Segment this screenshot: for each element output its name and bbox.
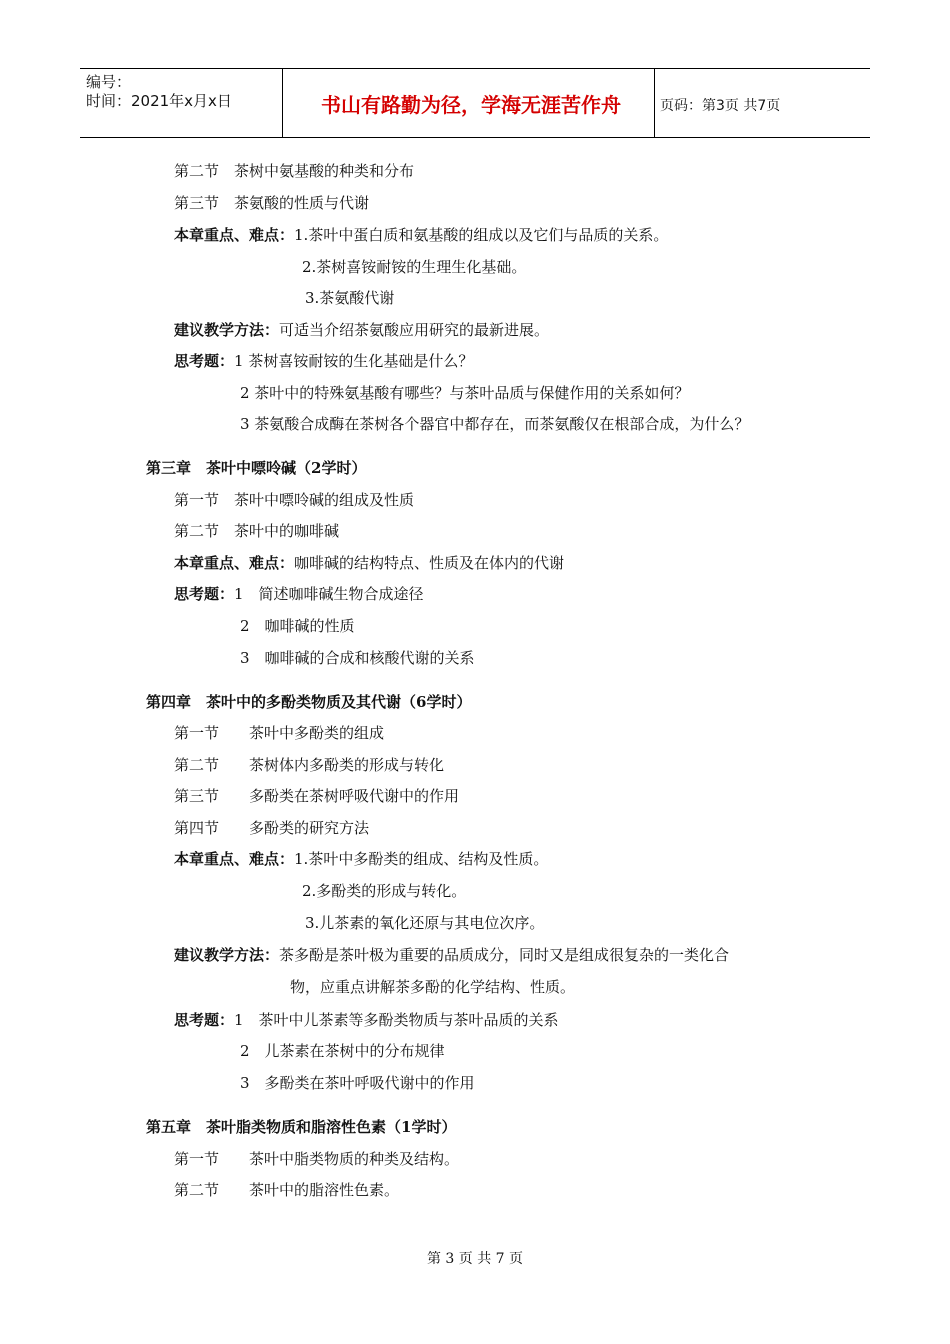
section-line: 第四节 多酚类的研究方法: [174, 819, 370, 837]
chapter-heading: 第四章 茶叶中的多酚类物质及其代谢（6学时）: [146, 693, 472, 711]
section-line: 第三节 多酚类在茶树呼吸代谢中的作用: [174, 787, 460, 805]
question-item: 3 茶氨酸合成酶在茶树各个器官中都存在，而茶氨酸仅在根部合成，为什么？: [240, 415, 750, 433]
question-item: 1 简述咖啡碱生物合成途径: [234, 585, 424, 603]
question-item: 2 茶叶中的特殊氨基酸有哪些？与茶叶品质与保健作用的关系如何？: [240, 384, 690, 402]
key-points-text: 咖啡碱的结构特点、性质及在体内的代谢: [294, 554, 565, 572]
key-points-label: 本章重点、难点：: [174, 554, 295, 572]
page-footer: 第 3 页 共 7 页: [426, 1251, 524, 1267]
questions-line: [174, 584, 424, 604]
key-points-line: [174, 225, 668, 245]
section-line: 第二节 茶叶中的脂溶性色素。: [174, 1181, 400, 1199]
key-points-label: 本章重点、难点：: [174, 850, 295, 868]
section-line: 第二节 茶叶中的咖啡碱: [174, 522, 340, 540]
teaching-method-continued: 物，应重点讲解茶多酚的化学结构、性质。: [290, 978, 576, 996]
chapter-heading: 第五章 茶叶脂类物质和脂溶性色素（1学时）: [146, 1118, 457, 1136]
key-point-item: 2.茶树喜铵耐铵的生理生化基础。: [302, 258, 527, 276]
questions-label: 思考题：: [174, 585, 235, 603]
key-point-item: 3.茶氨酸代谢: [305, 289, 395, 307]
question-item: 3 咖啡碱的合成和核酸代谢的关系: [240, 649, 475, 667]
teaching-method-label: 建议教学方法：: [174, 321, 280, 339]
teaching-method-text: 茶多酚是茶叶极为重要的品质成分，同时又是组成很复杂的一类化合: [279, 946, 730, 964]
teaching-method-line: [174, 945, 729, 965]
question-item: 2 咖啡碱的性质: [240, 617, 355, 635]
section-line: 第一节 茶叶中嘌呤碱的组成及性质: [174, 491, 415, 509]
header-motto: 书山有路勤为径，学海无涯苦作舟: [321, 92, 621, 117]
teaching-method-line: [174, 320, 549, 340]
key-point-item: 2.多酚类的形成与转化。: [302, 882, 467, 900]
question-item: 2 儿茶素在茶树中的分布规律: [240, 1042, 445, 1060]
section-line: 第二节 茶树中氨基酸的种类和分布: [174, 162, 415, 180]
key-points-line: [174, 553, 564, 573]
key-point-item: 3.儿茶素的氧化还原与其电位次序。: [305, 914, 545, 932]
section-line: 第一节 茶叶中脂类物质的种类及结构。: [174, 1150, 460, 1168]
key-points-label: 本章重点、难点：: [174, 226, 295, 244]
questions-label: 思考题：: [174, 352, 235, 370]
questions-label: 思考题：: [174, 1011, 235, 1029]
section-line: 第三节 茶氨酸的性质与代谢: [174, 194, 370, 212]
question-item: 1 茶树喜铵耐铵的生化基础是什么？: [234, 352, 474, 370]
header-info: [86, 73, 232, 111]
teaching-method-text: 可适当介绍茶氨酸应用研究的最新进展。: [279, 321, 550, 339]
key-points-text: 1.茶叶中蛋白质和氨基酸的组成以及它们与品质的关系。: [294, 226, 669, 244]
header-divider: [654, 69, 655, 137]
teaching-method-label: 建议教学方法：: [174, 946, 280, 964]
header-page-info: 页码：第3页 共7页: [660, 98, 781, 114]
question-item: 3 多酚类在茶叶呼吸代谢中的作用: [240, 1074, 475, 1092]
question-item: 1 茶叶中儿茶素等多酚类物质与茶叶品质的关系: [234, 1011, 559, 1029]
questions-line: [174, 351, 473, 371]
time-label: 时间：2021年x月x日: [86, 92, 232, 110]
key-points-line: [174, 849, 548, 869]
page-header: [80, 68, 870, 138]
section-line: 第一节 茶叶中多酚类的组成: [174, 724, 385, 742]
key-points-text: 1.茶叶中多酚类的组成、结构及性质。: [294, 850, 549, 868]
header-divider: [282, 69, 283, 137]
questions-line: [174, 1010, 559, 1030]
chapter-heading: 第三章 茶叶中嘌呤碱（2学时）: [146, 459, 367, 477]
section-line: 第二节 茶树体内多酚类的形成与转化: [174, 756, 445, 774]
number-label: 编号：: [86, 73, 132, 91]
